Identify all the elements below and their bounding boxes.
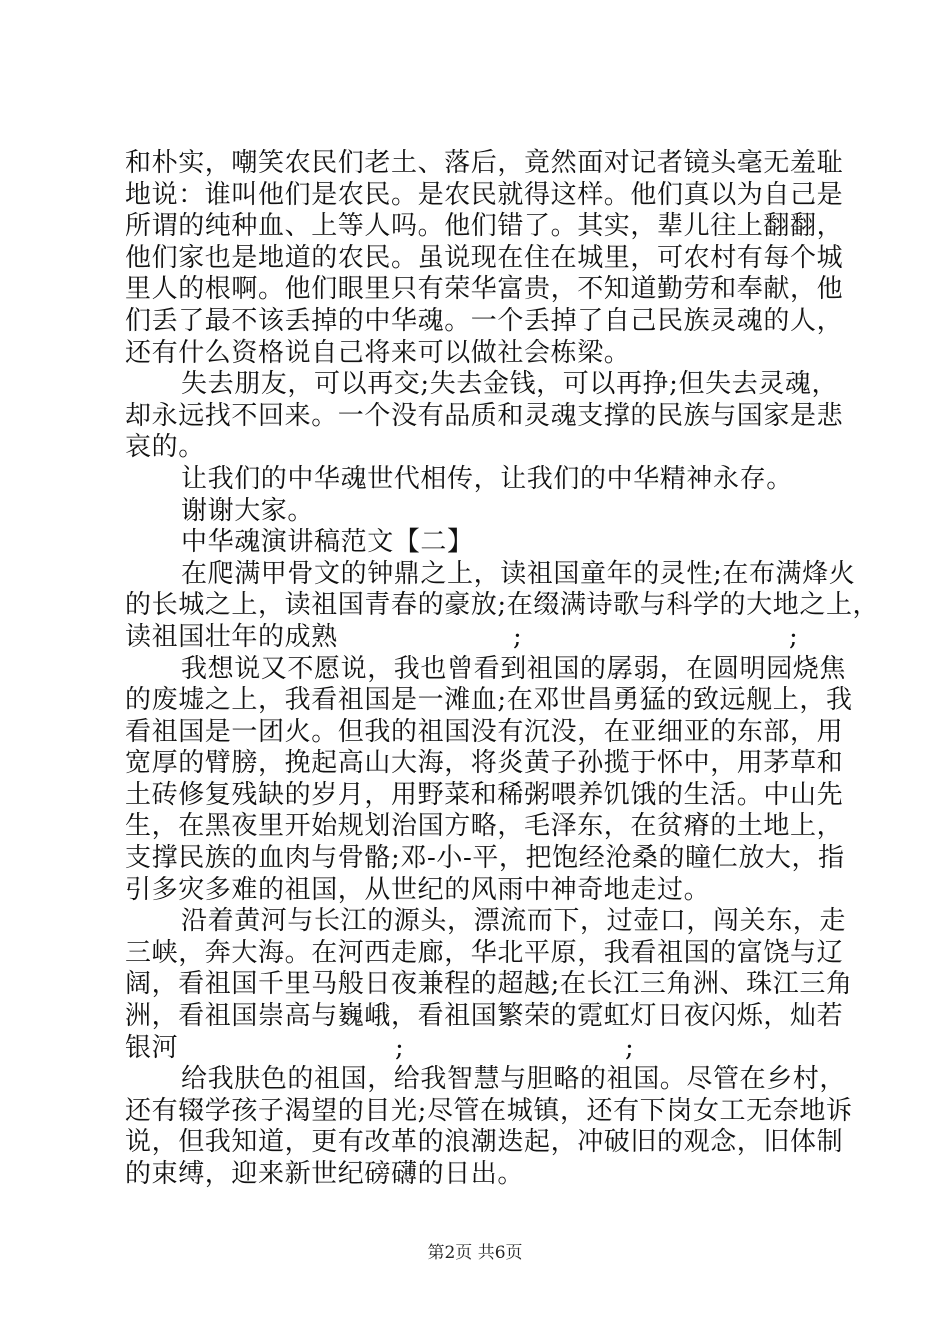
semicolon: ; xyxy=(625,1032,635,1063)
text-line: 还有辍学孩子渴望的目光;尽管在城镇，还有下岗女工无奈地诉 xyxy=(125,1095,853,1126)
text-line: 洲，看祖国崇高与巍峨，看祖国繁荣的霓虹灯日夜闪烁，灿若 xyxy=(125,1001,844,1032)
text-line: 哀的。 xyxy=(125,432,205,463)
text-line: 引多灾多难的祖国，从世纪的风雨中神奇地走过。 xyxy=(125,874,711,905)
text-line: 地说：谁叫他们是农民。是农民就得这样。他们真以为自己是 xyxy=(125,179,844,210)
text-line-with-semicolons xyxy=(125,1033,835,1065)
text-line: 宽厚的臂膀，挽起高山大海，将炎黄子孙揽于怀中，用茅草和 xyxy=(125,748,844,779)
section-heading: 中华魂演讲稿范文【二】 xyxy=(181,527,474,558)
page-footer: 第2页 共6页 xyxy=(427,1243,523,1263)
text-line: 们丢了最不该丢掉的中华魂。一个丢掉了自己民族灵魂的人， xyxy=(125,305,844,336)
text-line: 还有什么资格说自己将来可以做社会栋梁。 xyxy=(125,337,631,368)
document-body xyxy=(125,148,880,1191)
text-line: 给我肤色的祖国，给我智慧与胆略的祖国。尽管在乡村， xyxy=(181,1064,847,1095)
text-line: 支撑民族的血肉与骨骼;邓-小-平，把饱经沧桑的瞳仁放大，指 xyxy=(125,843,845,874)
text-line: 的废墟之上，我看祖国是一滩血;在邓世昌勇猛的致远舰上，我 xyxy=(125,685,853,716)
text-line: 说，但我知道，更有改革的浪潮迭起，冲破旧的观念，旧体制 xyxy=(125,1127,844,1158)
text-line: 失去朋友，可以再交;失去金钱，可以再挣;但失去灵魂， xyxy=(181,369,839,400)
text-line: 里人的根啊。他们眼里只有荣华富贵，不知道勤劳和奉献，他 xyxy=(125,274,844,305)
text-line: 和朴实，嘲笑农民们老土、落后，竟然面对记者镜头毫无羞耻 xyxy=(125,148,844,178)
text-line: 生，在黑夜里开始规划治国方略，毛泽东，在贫瘠的土地上， xyxy=(125,811,844,842)
text-line: 的长城之上，读祖国青春的豪放;在缀满诗歌与科学的大地之上， xyxy=(125,590,880,621)
text-line: 的束缚，迎来新世纪磅礴的日出。 xyxy=(125,1159,525,1189)
semicolon: ; xyxy=(789,621,799,652)
text-line-with-semicolons xyxy=(125,622,835,654)
text-line: 谢谢大家。 xyxy=(181,495,315,526)
text-line: 所谓的纯种血、上等人吗。他们错了。其实，辈儿往上翻翻， xyxy=(125,211,844,242)
text-line: 阔，看祖国千里马般日夜兼程的超越;在长江三角洲、珠江三角 xyxy=(125,969,853,1000)
text-line: 看祖国是一团火。但我的祖国没有沉没，在亚细亚的东部，用 xyxy=(125,716,844,747)
text-line: 土砖修复残缺的岁月，用野菜和稀粥喂养饥饿的生活。中山先 xyxy=(125,779,844,810)
semicolon: ; xyxy=(513,621,523,652)
text-line: 三峡，奔大海。在河西走廊，华北平原，我看祖国的富饶与辽 xyxy=(125,937,844,968)
text-line: 让我们的中华魂世代相传，让我们的中华精神永存。 xyxy=(181,463,793,494)
semicolon: ; xyxy=(395,1032,405,1063)
text-line: 他们家也是地道的农民。虽说现在住在城里，可农村有每个城 xyxy=(125,242,844,273)
text-line: 沿着黄河与长江的源头，漂流而下，过壶口，闯关东，走 xyxy=(181,906,847,937)
line-text: 读祖国壮年的成熟 xyxy=(125,621,338,652)
text-line: 在爬满甲骨文的钟鼎之上，读祖国童年的灵性;在布满烽火 xyxy=(181,558,856,589)
text-line: 却永远找不回来。一个没有品质和灵魂支撑的民族与国家是悲 xyxy=(125,400,844,431)
text-line: 我想说又不愿说，我也曾看到祖国的孱弱，在圆明园烧焦 xyxy=(181,653,847,684)
line-text: 银河 xyxy=(125,1032,179,1063)
